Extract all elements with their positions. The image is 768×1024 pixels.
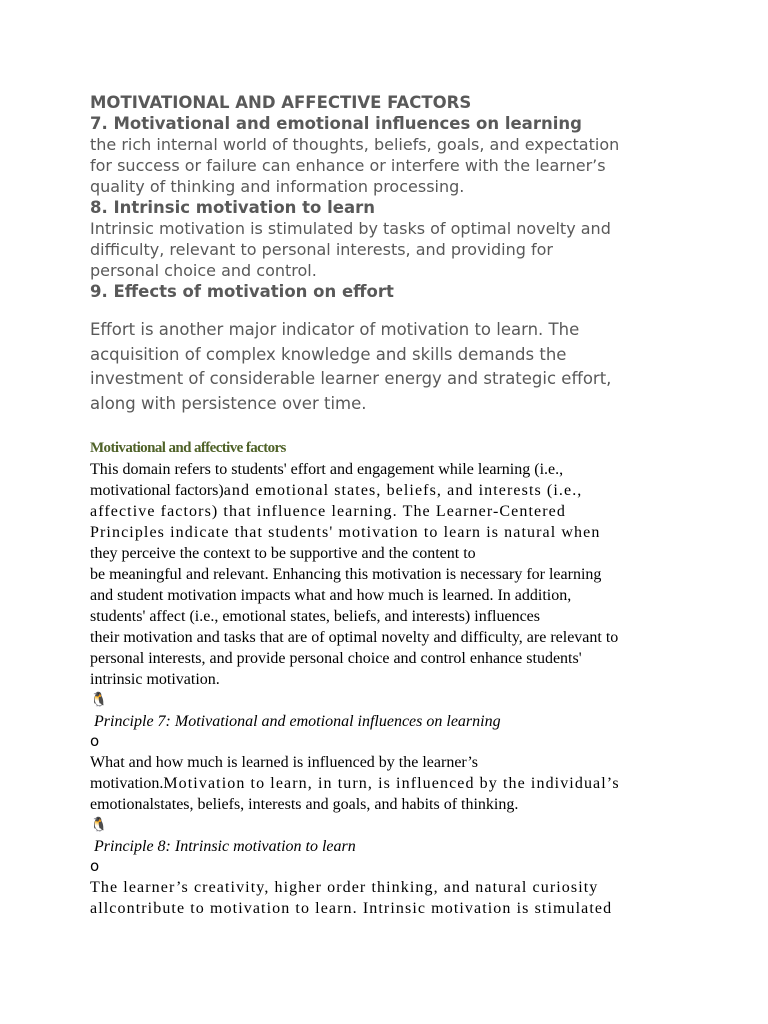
text-line xyxy=(90,480,680,501)
document-page xyxy=(90,92,680,919)
principle-7-title: Principle 7: Motivational and emotional influences on learning xyxy=(94,713,501,730)
text-fragment: and emotional states, beliefs, and interests (i.e., xyxy=(223,482,583,499)
text-line: Effort is another major indicator of motivation to learn. The xyxy=(90,320,580,339)
text-line: Intrinsic motivation is stimulated by tasks of optimal novelty and xyxy=(90,219,611,238)
principle-9-heading: 9. Effects of motivation on effort xyxy=(90,282,394,301)
text-line: they perceive the context to be supportive and the content to xyxy=(90,545,476,562)
text-fragment: The learner’s creativity, higher order thinking, and natural curiosity xyxy=(90,879,599,896)
text-line xyxy=(90,773,680,794)
text-line: personal choice and control. xyxy=(90,261,317,280)
principle-7-text xyxy=(90,752,680,815)
text-line xyxy=(90,501,680,522)
circle-bullet-icon: o xyxy=(90,732,100,750)
principle-7-summary xyxy=(90,134,680,197)
text-line: along with persistence over time. xyxy=(90,393,367,413)
text-line xyxy=(90,794,680,815)
text-fragment: motivation. xyxy=(90,775,164,792)
text-line: personal interests, and provide personal choice and control enhance students' xyxy=(90,650,582,667)
text-fragment: affective factors) that influence learning. The Learner-Centered xyxy=(90,503,566,520)
text-line: students' affect (i.e., emotional states, beliefs, and interests) influences xyxy=(90,608,540,625)
text-line: quality of thinking and information processing. xyxy=(90,177,465,196)
text-line: This domain refers to students' effort and engagement while learning (i.e., xyxy=(90,461,564,478)
principle-8-text xyxy=(90,877,680,919)
text-fragment: Motivation to learn, in turn, is influenced by the individual’s xyxy=(163,775,620,792)
text-line: their motivation and tasks that are of optimal novelty and difficulty, are relevant to xyxy=(90,629,619,646)
text-line: the rich internal world of thoughts, beliefs, goals, and expectation xyxy=(90,135,620,154)
text-line: intrinsic motivation. xyxy=(90,671,220,688)
text-fragment: motivational factors) xyxy=(90,482,224,499)
principle-8-title: Principle 8: Intrinsic motivation to learn xyxy=(94,838,356,855)
text-line: acquisition of complex knowledge and skills demands the xyxy=(90,344,567,364)
text-fragment: contribute to motivation to learn. Intrinsic motivation is stimulated xyxy=(109,900,613,917)
text-line xyxy=(90,898,680,919)
section-title: MOTIVATIONAL AND AFFECTIVE FACTORS xyxy=(90,93,472,112)
text-fragment: states, beliefs, interests and goals, and habits of thinking. xyxy=(153,796,519,813)
subsection-heading: Motivational and affective factors xyxy=(90,440,286,456)
text-line: What and how much is learned is influenced by the learner’s xyxy=(90,754,479,771)
text-line: be meaningful and relevant. Enhancing this motivation is necessary for learning xyxy=(90,566,602,583)
principle-8-heading: 8. Intrinsic motivation to learn xyxy=(90,198,375,217)
text-line: difficulty, relevant to personal interests, and providing for xyxy=(90,240,553,259)
text-line: investment of considerable learner energy and strategic effort, xyxy=(90,369,612,388)
principle-7-heading: 7. Motivational and emotional influences on learning xyxy=(90,114,582,133)
text-line xyxy=(90,522,680,543)
text-fragment: all xyxy=(90,900,110,917)
penguin-bullet-icon: 🐧 xyxy=(90,817,108,833)
text-line: and student motivation impacts what and how much is learned. In addition, xyxy=(90,587,572,604)
penguin-bullet-icon: 🐧 xyxy=(90,692,108,708)
principle-9-summary xyxy=(90,318,680,416)
principle-8-summary xyxy=(90,218,680,281)
text-line: for success or failure can enhance or interfere with the learner’s xyxy=(90,156,606,175)
domain-description xyxy=(90,459,680,690)
circle-bullet-icon: o xyxy=(90,857,100,875)
text-fragment: Principles indicate that students' motivation to learn is natural when xyxy=(90,524,601,541)
text-fragment: emotional xyxy=(90,796,154,813)
text-line xyxy=(90,877,680,898)
